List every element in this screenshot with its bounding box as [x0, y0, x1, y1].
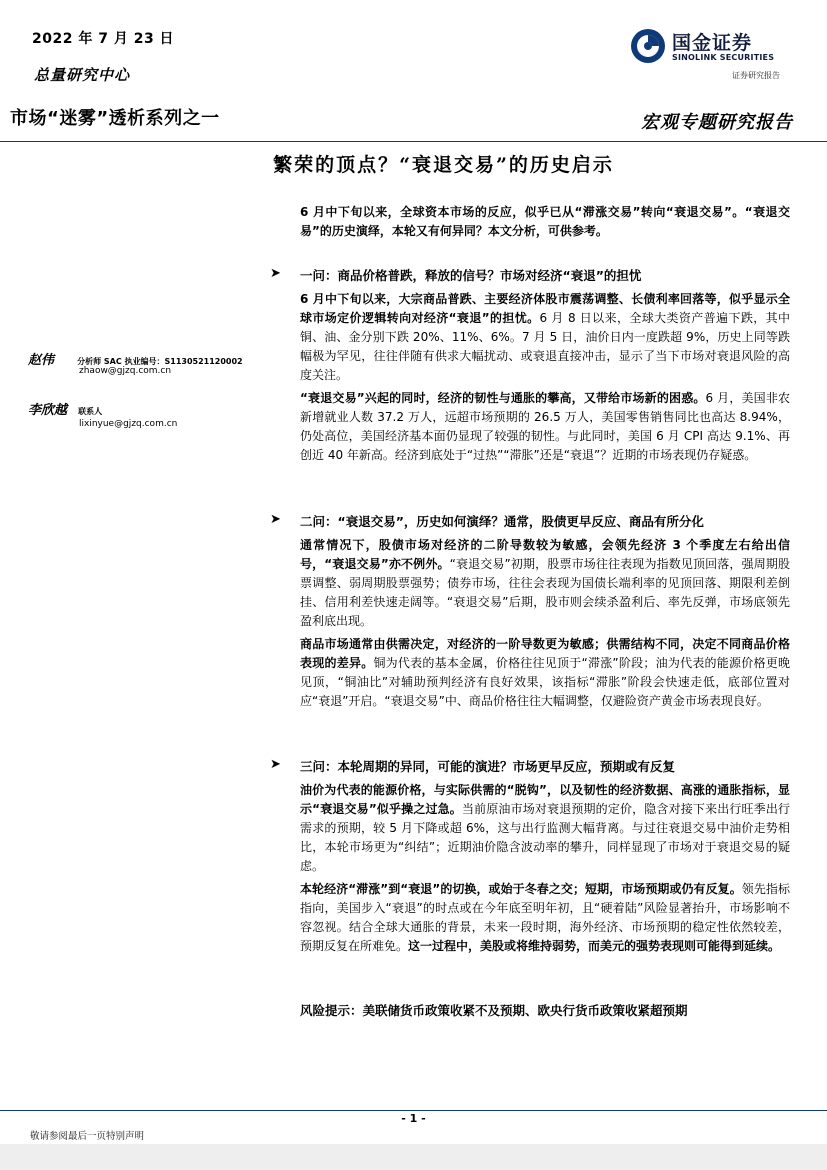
paragraph-lead: 6 月中下旬以来，大宗商品普跌、主要经济体股市震荡调整、长债利率回落等，似乎显示全球市场定价逻辑转向对经济“衰退”的担忧。 — [300, 292, 790, 325]
header-divider — [0, 141, 827, 142]
risk-warning: 风险提示：美联储货币政策收紧不及预期、欧央行货币政策收紧超预期 — [300, 1003, 688, 1018]
paragraph-text: 6 月，美国非农新增就业人数 37.2 万人，远超市场预期的 26.5 万人，美国零售销售同比也高达 8.94%，仍处高位，美国经济基本面仍显现了较强的韧性。与此同时，美国 6 月 CPI 高达 9.1%、再创近 40 年新高。经济到底处于“过热”“滞胀”还是“衰退”？近期的市场表现仍存疑惑。 — [300, 391, 790, 462]
paragraph-text: 当前原油市场对衰退预期的定价，隐含对接下来出行旺季出行需求的预期，较 5 月下降或超 6%，这与出行监测大幅背离。与过往衰退交易中油价走势相比，本轮市场更为“纠结”；近期油价隐含波动率的攀升，同样显现了市场对于衰退交易的疑虑。 — [300, 802, 790, 873]
paragraph-lead: 油价为代表的能源价格，与实际供需的“脱钩”，以及韧性的经济数据、高涨的通胀指标，显示“衰退交易”似乎操之过急。 — [300, 783, 790, 816]
analyst-email[interactable]: lixinyue@gjzq.com.cn — [79, 419, 178, 429]
disclaimer-note: 敬请参阅最后一页特别声明 — [30, 1131, 145, 1142]
logo-english-name: SINOLINK SECURITIES — [672, 53, 775, 62]
analyst-block-2 — [28, 399, 102, 418]
paragraph-tail: 这一过程中，美股或将维持弱势，而美元的强势表现则可能得到延续。 — [408, 939, 781, 953]
research-center: 总量研究中心 — [34, 66, 131, 84]
section-heading: 一问：商品价格普跌，释放的信号？市场对经济“衰退”的担忧 — [300, 268, 642, 283]
analyst-email[interactable]: zhaow@gjzq.com.cn — [79, 366, 172, 376]
analyst-role: 分析师 SAC 执业编号：S1130521120002 — [77, 357, 243, 366]
paragraph-text: “衰退交易”初期，股票市场往往表现为指数见顶回落，强周期股票调整、弱周期股票强势；债券市场，往往会表现为国债长端利率的见顶回落、期限利差倒挂、信用利差快速走阔等。“衰退交易”后期，股市则会续杀盈利后、率先反弹，市场底领先盈利底出现。 — [300, 557, 790, 628]
paragraph-text: 6 月 8 日以来，全球大类资产普遍下跌，其中 铜、油、金分别下跌 20%、11%、6%。7 月 5 日，油价日内一度跌超 9%，历史上同等跌幅极为罕见，往往伴随有供求大幅扰动、或衰退直接冲击，显示了当下市场对衰退风险的高度关注。 — [300, 311, 790, 382]
paragraph-text: 铜为代表的基本金属，价格往往见顶于“滞涨”阶段；油为代表的能源价格更晚见顶，“铜油比”对辅助预判经济有良好效果，该指标“滞胀”阶段会快速走低，底部位置对应“衰退”开启。“衰退交易”中、商品价格往往大幅调整，仅避险资产黄金市场表现良好。 — [300, 656, 790, 708]
section-paragraph — [300, 536, 790, 631]
logo-mark-icon — [630, 28, 666, 64]
report-type: 宏观专题研究报告 — [641, 112, 793, 133]
page-title: 繁荣的顶点？“衰退交易”的历史启示 — [273, 154, 614, 176]
section-heading: 三问：本轮周期的异同，可能的演进？市场更早反应，预期或有反复 — [300, 759, 676, 774]
intro-paragraph: 6 月中下旬以来，全球资本市场的反应，似乎已从“滞涨交易”转向“衰退交易”。“衰退交易”的历史演绎，本轮又有何异同？本文分析，可供参考。 — [300, 205, 790, 238]
section-paragraph — [300, 880, 790, 956]
section-paragraph — [300, 290, 790, 385]
company-logo — [630, 26, 790, 70]
footer-divider — [0, 1110, 827, 1111]
section-body — [300, 781, 790, 960]
footer-band — [0, 1144, 827, 1170]
section-paragraph — [300, 781, 790, 876]
logo-chinese-name: 国金证券 — [672, 32, 753, 54]
section-body — [300, 536, 790, 715]
analyst-role: 联系人 — [78, 407, 103, 416]
series-title: 市场“迷雾”透析系列之一 — [10, 108, 220, 129]
analyst-name: 李欣越 — [28, 403, 68, 418]
paragraph-text: 领先指标指向，美国步入“衰退”的时点或在今年底至明年初，且“硬着陆”风险显著抬升，市场影响不容忽视。结合全球大通胀的背景，未来一段时期，海外经济、市场预期的稳定性依然较差，预期反复在所难免。 — [300, 882, 790, 953]
paragraph-lead: 本轮经济“滞涨”到“衰退”的切换，或始于冬春之交；短期，市场预期或仍有反复。 — [300, 882, 742, 896]
bullet-arrow-icon: ➤ — [270, 512, 281, 527]
paragraph-lead: “衰退交易”兴起的同时，经济的韧性与通胀的攀高，又带给市场新的困惑。 — [300, 391, 706, 405]
report-date: 2022 年 7 月 23 日 — [32, 31, 175, 47]
page-number: - 1 - — [401, 1112, 426, 1125]
report-category-tag: 证券研究报告 — [732, 71, 780, 80]
section-paragraph — [300, 389, 790, 465]
paragraph-lead: 通常情况下，股债市场对经济的二阶导数较为敏感，会领先经济 3 个季度左右给出信号，“衰退交易”亦不例外。 — [300, 538, 790, 571]
section-heading: 二问：“衰退交易”，历史如何演绎？通常，股债更早反应、商品有所分化 — [300, 514, 704, 529]
bullet-arrow-icon: ➤ — [270, 266, 281, 281]
section-body — [300, 290, 790, 469]
paragraph-lead: 商品市场通常由供需决定，对经济的一阶导数更为敏感；供需结构不同，决定不同商品价格表现的差异。 — [300, 637, 790, 670]
analyst-name: 赵伟 — [28, 353, 55, 368]
section-paragraph — [300, 635, 790, 711]
bullet-arrow-icon: ➤ — [270, 757, 281, 772]
